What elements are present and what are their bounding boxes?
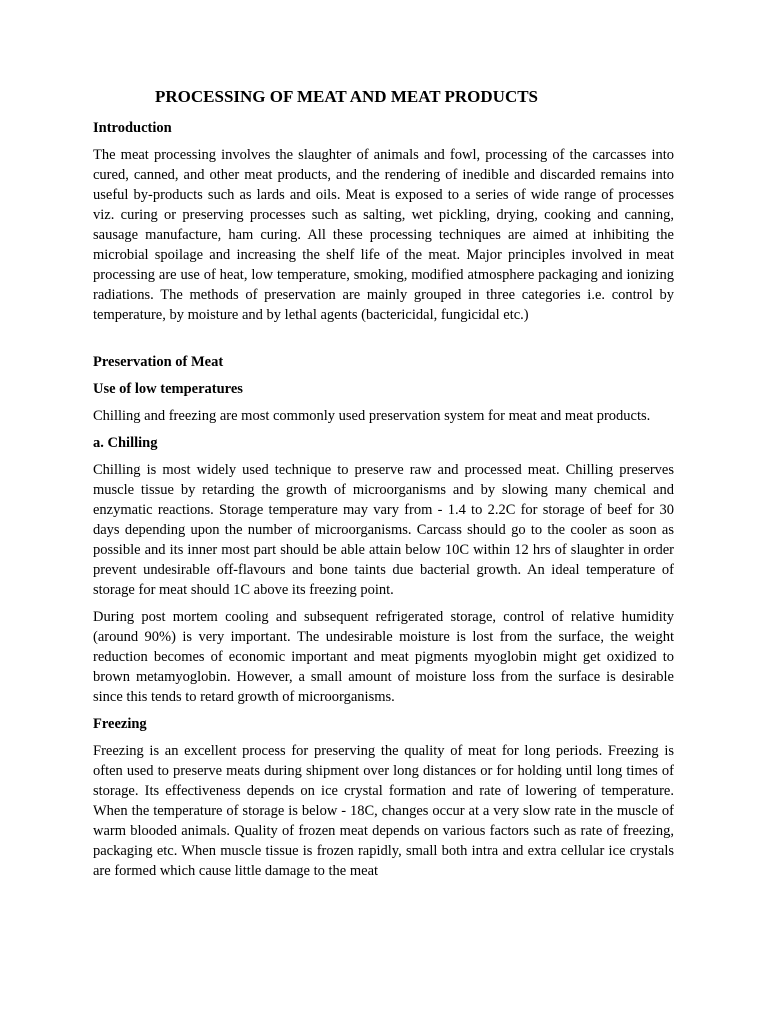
chilling-heading: a. Chilling [93, 435, 158, 451]
chilling-paragraph-1: Chilling is most widely used technique to preserve raw and processed meat. Chilling preserves muscle tissue by retarding the growth of microorganisms and by slowing many chemical and enzymatic reactions. Storage temperature may vary from - 1.4 to 2.2C for storage of beef for 30 days depending upon the number of microorganisms. Carcass should go to the cooler as soon as possible and its inner most part should be able attain below 10C within 12 hrs of slaughter in order prevent undesirable off-flavours and bone taints due bacterial growth. An ideal temperature of storage for meat should 1C above its freezing point. [93, 462, 674, 598]
document-page [93, 86, 674, 888]
chilling-paragraph-2: During post mortem cooling and subsequent refrigerated storage, control of relative humidity (around 90%) is very important. The undesirable moisture is lost from the surface, the weight reduction becomes of economic important and meat pigments myoglobin might get oxidized to brown metamyoglobin. However, a small amount of moisture loss from the surface is desirable since this tends to retard growth of microorganisms. [93, 609, 674, 705]
freezing-paragraph: Freezing is an excellent process for preserving the quality of meat for long periods. Freezing is often used to preserve meats during shipment over long distances or for holding until long times of storage. Its effectiveness depends on ice crystal formation and rate of lowering of temperature. When the temperature of storage is below - 18C, changes occur at a very slow rate in the muscle of warm blooded animals. Quality of frozen meat depends on various factors such as rate of freezing, packaging etc. When muscle tissue is frozen rapidly, small both intra and extra cellular ice crystals are formed which cause little damage to the meat [93, 743, 674, 879]
introduction-heading: Introduction [93, 120, 172, 136]
introduction-paragraph: The meat processing involves the slaughter of animals and fowl, processing of the carcasses into cured, canned, and other meat products, and the rendering of inedible and discarded remains into useful by-products such as lards and oils. Meat is exposed to a series of wide range of processes viz. curing or preserving processes such as salting, wet pickling, drying, cooking and canning, sausage manufacture, ham curing. All these processing techniques are aimed at inhibiting the microbial spoilage and increasing the shelf life of the meat. Major principles involved in meat processing are use of heat, low temperature, smoking, modified atmosphere packaging and ionizing radiations. The methods of preservation are mainly grouped in three categories i.e. control by temperature, by moisture and by lethal agents (bactericidal, fungicidal etc.) [93, 147, 674, 323]
low-temperature-heading: Use of low temperatures [93, 381, 243, 397]
low-temperature-paragraph: Chilling and freezing are most commonly used preservation system for meat and meat products. [93, 408, 651, 424]
section-spacer [93, 332, 674, 352]
freezing-heading: Freezing [93, 716, 147, 732]
preservation-heading: Preservation of Meat [93, 354, 224, 370]
document-title: PROCESSING OF MEAT AND MEAT PRODUCTS [155, 87, 539, 106]
